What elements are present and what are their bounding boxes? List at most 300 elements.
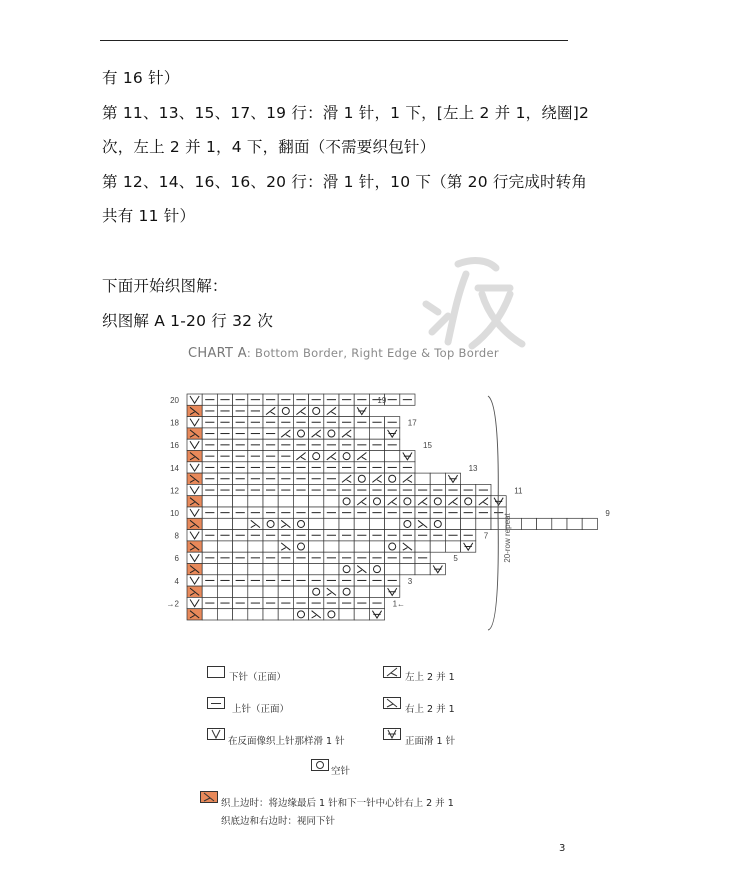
chart-cell xyxy=(476,507,491,518)
chart-cell xyxy=(202,575,217,586)
ssk-icon xyxy=(384,698,400,708)
chart-cell xyxy=(430,507,445,518)
chart-cell xyxy=(339,609,354,620)
knitting-chart xyxy=(150,388,610,638)
chart-cell xyxy=(278,507,293,518)
chart-cell xyxy=(248,428,263,439)
legend-slip-ws-box xyxy=(207,728,225,740)
chart-cell xyxy=(324,575,339,586)
chart-cell xyxy=(309,439,324,450)
chart-cell xyxy=(263,439,278,450)
watermark-logo xyxy=(418,254,530,350)
chart-cell xyxy=(248,451,263,462)
row-label-right: 1← xyxy=(392,599,406,609)
chart-cell xyxy=(187,394,202,405)
chart-cell xyxy=(309,564,324,575)
chart-cell xyxy=(217,507,232,518)
chart-cell xyxy=(461,518,476,529)
chart-cell xyxy=(354,462,369,473)
chart-cell xyxy=(278,405,293,416)
chart-cell xyxy=(202,597,217,608)
repeat-label: 20-row repeat xyxy=(503,513,512,563)
slip-rs-icon xyxy=(384,729,400,739)
chart-cell xyxy=(248,609,263,620)
chart-cell xyxy=(415,518,430,529)
chart-row-16 xyxy=(187,439,400,450)
chart-cell xyxy=(233,552,248,563)
chart-cell xyxy=(385,417,400,428)
chart-cell xyxy=(278,428,293,439)
chart-cell xyxy=(263,507,278,518)
chart-cell xyxy=(278,439,293,450)
chart-cell xyxy=(309,417,324,428)
chart-cell xyxy=(324,417,339,428)
chart-row-11 xyxy=(187,496,506,507)
chart-cell xyxy=(233,518,248,529)
chart-cell xyxy=(217,518,232,529)
chart-cell xyxy=(369,586,384,597)
chart-cell xyxy=(248,552,263,563)
legend-edge-box xyxy=(200,791,218,803)
chart-cell xyxy=(293,394,308,405)
chart-cell xyxy=(339,530,354,541)
chart-cell xyxy=(187,451,202,462)
chart-cell xyxy=(217,484,232,495)
row-label-left: 16 xyxy=(170,441,179,451)
chart-cell xyxy=(324,405,339,416)
chart-cell xyxy=(263,575,278,586)
chart-cell xyxy=(354,484,369,495)
chart-cell xyxy=(233,428,248,439)
chart-cell xyxy=(309,541,324,552)
row-label-left: 6 xyxy=(174,554,179,564)
chart-row-4 xyxy=(187,575,400,586)
row-label-left: 10 xyxy=(170,509,179,519)
chart-cell xyxy=(354,496,369,507)
row-label-left: 20 xyxy=(170,396,179,406)
chart-cell xyxy=(582,518,597,529)
chart-cell xyxy=(309,405,324,416)
row-label-right: 9 xyxy=(605,509,610,519)
chart-cell xyxy=(278,552,293,563)
chart-cell xyxy=(339,597,354,608)
paragraph-line-7: 织图解 A 1-20 行 32 次 xyxy=(102,312,274,330)
chart-cell xyxy=(369,597,384,608)
edge-ssk-icon xyxy=(201,792,217,802)
chart-cell xyxy=(309,530,324,541)
chart-cell xyxy=(400,484,415,495)
chart-cell xyxy=(385,541,400,552)
chart-cell xyxy=(278,394,293,405)
chart-cell xyxy=(187,417,202,428)
chart-cell xyxy=(278,586,293,597)
k2tog-icon xyxy=(384,667,400,677)
chart-cell xyxy=(521,518,536,529)
chart-cell xyxy=(415,484,430,495)
chart-cell xyxy=(369,439,384,450)
chart-cell xyxy=(278,473,293,484)
chart-cell xyxy=(233,609,248,620)
chart-cell xyxy=(233,507,248,518)
chart-cell xyxy=(430,473,445,484)
chart-cell xyxy=(324,473,339,484)
chart-cell xyxy=(567,518,582,529)
chart-cell xyxy=(385,484,400,495)
chart-cell xyxy=(293,575,308,586)
row-label-left: 4 xyxy=(174,576,179,586)
chart-cell xyxy=(339,541,354,552)
legend-edge-label-1: 织上边时：将边缘最后 1 针和下一针中心针右上 2 并 1 xyxy=(221,798,454,809)
chart-cell xyxy=(248,394,263,405)
chart-cell xyxy=(476,484,491,495)
chart-row-15 xyxy=(187,451,415,462)
chart-cell xyxy=(187,530,202,541)
chart-cell xyxy=(248,405,263,416)
chart-cell xyxy=(263,530,278,541)
chart-cell xyxy=(233,496,248,507)
legend-ssk-box xyxy=(383,697,401,709)
chart-cell xyxy=(293,609,308,620)
chart-cell xyxy=(233,405,248,416)
chart-cell xyxy=(339,439,354,450)
row-label-right: 11 xyxy=(514,486,523,496)
chart-cell xyxy=(263,586,278,597)
chart-cell xyxy=(278,417,293,428)
chart-cell xyxy=(309,394,324,405)
chart-cell xyxy=(263,518,278,529)
chart-row-18 xyxy=(187,417,400,428)
chart-cell xyxy=(324,564,339,575)
chart-cell xyxy=(187,564,202,575)
chart-cell xyxy=(202,484,217,495)
chart-row-14 xyxy=(187,462,415,473)
chart-cell xyxy=(309,575,324,586)
chart-cell xyxy=(248,541,263,552)
chart-cell xyxy=(385,564,400,575)
chart-cell xyxy=(354,405,369,416)
chart-cell xyxy=(339,462,354,473)
chart-cell xyxy=(385,496,400,507)
chart-cell xyxy=(278,518,293,529)
chart-cell xyxy=(385,518,400,529)
chart-cell xyxy=(385,507,400,518)
chart-cell xyxy=(339,451,354,462)
chart-cell xyxy=(293,473,308,484)
row-label-left: 18 xyxy=(170,418,179,428)
chart-cell xyxy=(339,586,354,597)
chart-cell xyxy=(552,518,567,529)
chart-cell xyxy=(324,439,339,450)
chart-cell xyxy=(217,417,232,428)
chart-cell xyxy=(445,473,460,484)
chart-cell xyxy=(354,473,369,484)
chart-cell xyxy=(309,451,324,462)
chart-cell xyxy=(278,451,293,462)
chart-cell xyxy=(385,462,400,473)
chart-cell xyxy=(400,451,415,462)
chart-cell xyxy=(217,496,232,507)
chart-cell xyxy=(233,564,248,575)
chart-row-7 xyxy=(187,541,476,552)
row-label-left: 12 xyxy=(170,486,179,496)
chart-cell xyxy=(339,484,354,495)
chart-cell xyxy=(278,564,293,575)
chart-cell xyxy=(309,609,324,620)
chart-cell xyxy=(430,518,445,529)
chart-cell xyxy=(309,462,324,473)
chart-cell xyxy=(309,428,324,439)
chart-cell xyxy=(354,541,369,552)
chart-cell xyxy=(187,428,202,439)
chart-cell xyxy=(309,496,324,507)
chart-cell xyxy=(263,428,278,439)
chart-cell xyxy=(354,586,369,597)
legend-ssk-label: 右上 2 并 1 xyxy=(405,704,455,715)
chart-cell xyxy=(354,564,369,575)
chart-cell xyxy=(385,428,400,439)
chart-cell xyxy=(369,496,384,507)
chart-cell xyxy=(369,484,384,495)
slip-ws-icon xyxy=(208,729,224,739)
chart-row-6 xyxy=(187,552,430,563)
chart-cell xyxy=(537,518,552,529)
chart-cell xyxy=(233,462,248,473)
chart-cell xyxy=(187,552,202,563)
chart-cell xyxy=(354,575,369,586)
chart-cell xyxy=(248,484,263,495)
chart-row-3 xyxy=(187,586,400,597)
chart-cell xyxy=(415,541,430,552)
chart-cell xyxy=(278,496,293,507)
chart-cell xyxy=(369,473,384,484)
chart-cell xyxy=(324,609,339,620)
chart-row-2 xyxy=(187,597,385,608)
chart-title xyxy=(188,346,499,361)
chart-row-8 xyxy=(187,530,476,541)
chart-cell xyxy=(369,507,384,518)
chart-cell xyxy=(233,597,248,608)
chart-cell xyxy=(385,439,400,450)
paragraph-line-4: 第 12、14、16、16、20 行：滑 1 针，10 下（第 20 行完成时转角 xyxy=(102,173,588,191)
chart-cell xyxy=(369,575,384,586)
chart-cell xyxy=(233,586,248,597)
chart-row-1 xyxy=(187,609,385,620)
paragraph-line-5: 共有 11 针） xyxy=(102,207,196,225)
chart-cell xyxy=(309,507,324,518)
chart-cell xyxy=(263,564,278,575)
chart-cell xyxy=(217,530,232,541)
chart-cell xyxy=(233,439,248,450)
chart-cell xyxy=(430,564,445,575)
chart-cell xyxy=(430,530,445,541)
chart-cell xyxy=(415,473,430,484)
chart-cell xyxy=(339,575,354,586)
chart-cell xyxy=(324,507,339,518)
chart-cell xyxy=(293,462,308,473)
chart-cell xyxy=(309,552,324,563)
chart-cell xyxy=(324,530,339,541)
chart-cell xyxy=(263,394,278,405)
chart-cell xyxy=(369,530,384,541)
chart-cell xyxy=(187,518,202,529)
chart-cell xyxy=(263,484,278,495)
row-label-left: 14 xyxy=(170,463,179,473)
chart-title-rest: : Bottom Border, Right Edge & Top Border xyxy=(246,346,499,360)
chart-cell xyxy=(233,473,248,484)
chart-cell xyxy=(217,462,232,473)
chart-cell xyxy=(187,609,202,620)
chart-cell xyxy=(293,428,308,439)
chart-cell xyxy=(293,541,308,552)
chart-cell xyxy=(293,507,308,518)
chart-cell xyxy=(248,439,263,450)
chart-cell xyxy=(400,462,415,473)
chart-title-prefix: CHART A xyxy=(188,346,247,361)
row-label-left: →2 xyxy=(166,599,179,609)
chart-cell xyxy=(263,597,278,608)
chart-cell xyxy=(339,552,354,563)
chart-cell xyxy=(202,530,217,541)
chart-cell xyxy=(248,507,263,518)
chart-cell xyxy=(202,462,217,473)
chart-cell xyxy=(202,586,217,597)
chart-cell xyxy=(233,417,248,428)
chart-cell xyxy=(354,394,369,405)
chart-cell xyxy=(263,451,278,462)
chart-cell xyxy=(309,484,324,495)
chart-cell xyxy=(278,609,293,620)
chart-cell xyxy=(217,405,232,416)
chart-cell xyxy=(339,417,354,428)
chart-cell xyxy=(187,405,202,416)
chart-cell xyxy=(187,597,202,608)
chart-cell xyxy=(461,507,476,518)
chart-cell xyxy=(248,597,263,608)
chart-cell xyxy=(309,473,324,484)
chart-cell xyxy=(385,586,400,597)
chart-cell xyxy=(202,417,217,428)
chart-cell xyxy=(293,518,308,529)
chart-cell xyxy=(339,473,354,484)
chart-cell xyxy=(445,484,460,495)
chart-cell xyxy=(430,484,445,495)
chart-cell xyxy=(248,518,263,529)
chart-cell xyxy=(445,496,460,507)
chart-cell xyxy=(202,394,217,405)
chart-cell xyxy=(324,541,339,552)
chart-cell xyxy=(354,518,369,529)
row-label-right: 13 xyxy=(468,463,478,473)
chart-row-5 xyxy=(187,564,445,575)
chart-cell xyxy=(354,451,369,462)
chart-cell xyxy=(339,496,354,507)
chart-cell xyxy=(217,575,232,586)
chart-cell xyxy=(324,428,339,439)
chart-cell xyxy=(233,394,248,405)
chart-cell xyxy=(339,507,354,518)
chart-cell xyxy=(217,473,232,484)
legend-purl-box xyxy=(207,697,225,709)
chart-cell xyxy=(278,462,293,473)
chart-cell xyxy=(233,541,248,552)
chart-cell xyxy=(248,564,263,575)
chart-cell xyxy=(369,541,384,552)
chart-cell xyxy=(354,417,369,428)
chart-cell xyxy=(369,564,384,575)
chart-row-19 xyxy=(187,405,369,416)
yo-icon xyxy=(312,760,328,770)
chart-cell xyxy=(278,597,293,608)
chart-cell xyxy=(445,541,460,552)
chart-cell xyxy=(385,451,400,462)
chart-cell xyxy=(293,586,308,597)
chart-cell xyxy=(217,552,232,563)
page-number: 3 xyxy=(559,843,566,854)
chart-cell xyxy=(400,530,415,541)
chart-cell xyxy=(324,597,339,608)
chart-cell xyxy=(293,417,308,428)
chart-cell xyxy=(445,530,460,541)
legend-knit-label: 下针（正面） xyxy=(229,672,287,683)
chart-cell xyxy=(324,394,339,405)
chart-cell xyxy=(324,586,339,597)
chart-cell xyxy=(278,575,293,586)
chart-cell xyxy=(233,451,248,462)
legend-slip-rs-box xyxy=(383,728,401,740)
chart-cell xyxy=(369,451,384,462)
legend-k2tog-label: 左上 2 并 1 xyxy=(405,672,455,683)
chart-cell xyxy=(339,428,354,439)
chart-cell xyxy=(278,484,293,495)
chart-cell xyxy=(248,473,263,484)
chart-cell xyxy=(324,451,339,462)
chart-cell xyxy=(415,507,430,518)
chart-cell xyxy=(202,609,217,620)
chart-cell xyxy=(430,541,445,552)
chart-cell xyxy=(217,564,232,575)
paragraph-line-3: 次，左上 2 并 1，4 下，翻面（不需要织包针） xyxy=(102,138,436,156)
chart-cell xyxy=(263,496,278,507)
chart-cell xyxy=(354,552,369,563)
chart-cell xyxy=(202,496,217,507)
chart-cell xyxy=(445,507,460,518)
chart-cell xyxy=(293,552,308,563)
chart-cell xyxy=(248,575,263,586)
chart-cell xyxy=(293,496,308,507)
chart-cell xyxy=(461,496,476,507)
chart-cell xyxy=(187,586,202,597)
chart-cell xyxy=(354,428,369,439)
chart-cell xyxy=(369,552,384,563)
chart-cell xyxy=(309,597,324,608)
chart-cell xyxy=(400,552,415,563)
chart-cell xyxy=(202,507,217,518)
chart-cell xyxy=(400,518,415,529)
chart-cell xyxy=(400,473,415,484)
chart-cell xyxy=(400,507,415,518)
chart-cell xyxy=(202,541,217,552)
chart-cell xyxy=(324,552,339,563)
chart-cell xyxy=(202,428,217,439)
chart-cell xyxy=(263,541,278,552)
chart-cell xyxy=(217,451,232,462)
purl-dash-icon xyxy=(211,703,221,704)
chart-cell xyxy=(263,417,278,428)
chart-cell xyxy=(385,473,400,484)
chart-cell xyxy=(339,518,354,529)
chart-cell xyxy=(369,518,384,529)
chart-row-17 xyxy=(187,428,400,439)
